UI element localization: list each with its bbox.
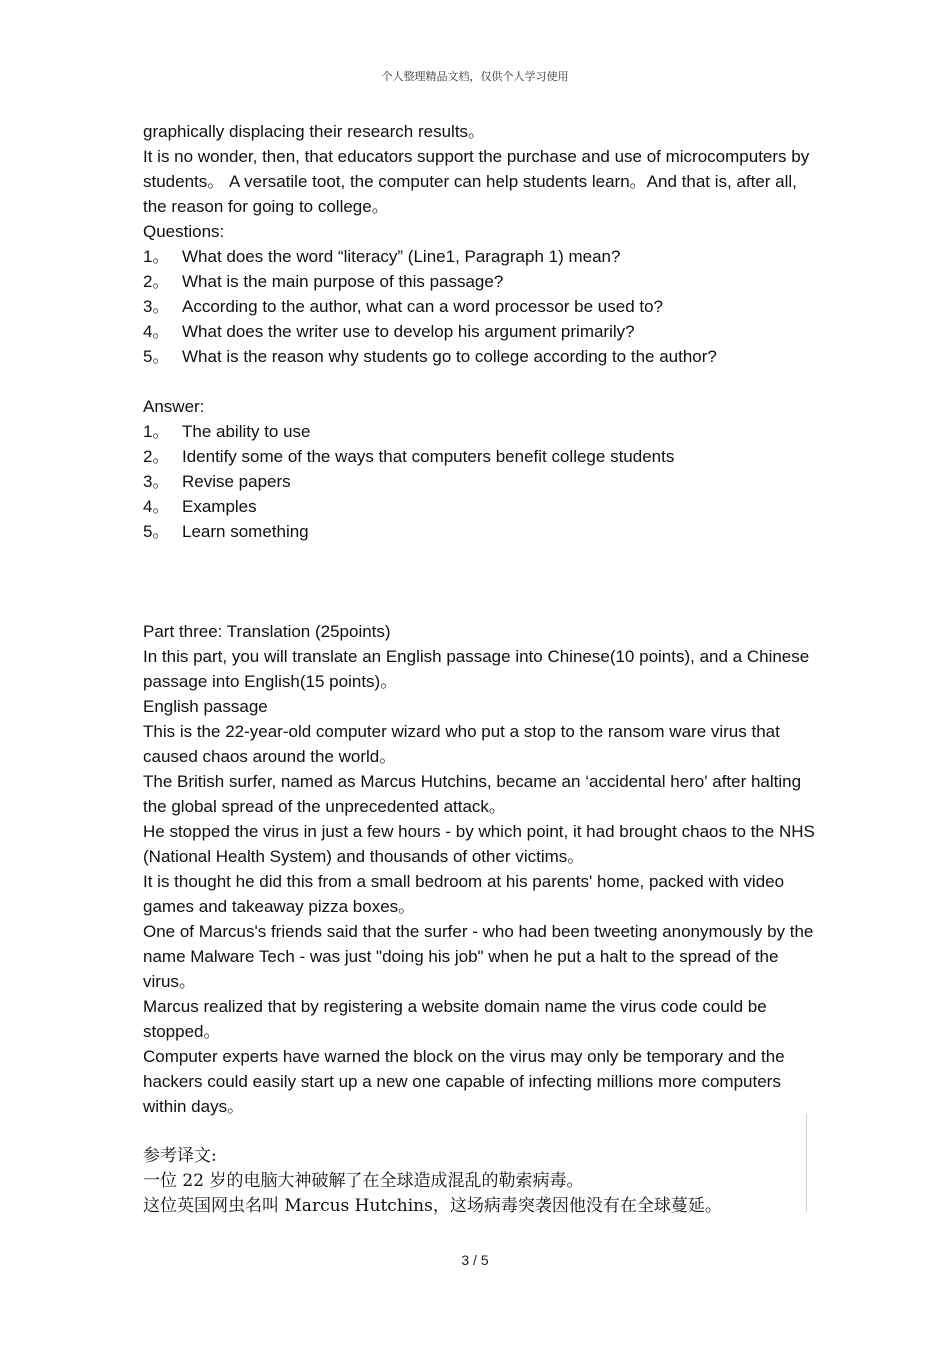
question-number: 3。 (143, 297, 170, 316)
question-number: 5。 (143, 347, 170, 366)
passage-paragraph: Marcus realized that by registering a website domain name the virus code could be stopped。 (143, 997, 767, 1041)
passage-paragraph: He stopped the virus in just a few hours - by which point, it had brought chaos to the NHS (National Health System) and thousands of other victims。 (143, 822, 815, 866)
question-text: What does the writer use to develop his argument primarily? (182, 322, 635, 341)
answer-number: 2。 (143, 447, 170, 466)
answer-text: Identify some of the ways that computers benefit college students (182, 447, 675, 466)
reference-line: 这位英国网虫名叫 Marcus Hutchins，这场病毒突袭因他没有在全球蔓延。 (143, 1196, 722, 1216)
intro-paragraph: It is no wonder, then, that educators support the purchase and use of microcomputers by students。 A versatile toot, the computer can help students learn。And that is, after all, the reason for going to college。 (143, 147, 810, 216)
answer-text: The ability to use (182, 422, 311, 441)
section-title: Part three: Translation (25points) (143, 622, 391, 641)
answer-item (143, 494, 823, 519)
question-item (143, 319, 823, 344)
question-text: What is the main purpose of this passage? (182, 272, 504, 291)
page-header: 个人整理精品文档，仅供个人学习使用 (381, 70, 569, 83)
spacer (143, 544, 823, 619)
passage-paragraph: Computer experts have warned the block on the virus may only be temporary and the hackers could easily start up a new one capable of infecting millions more computers within days。 (143, 1047, 785, 1116)
answer-text: Revise papers (182, 472, 291, 491)
answer-number: 3。 (143, 472, 170, 491)
answer-item (143, 419, 823, 444)
reference-line: 一位 22 岁的电脑大神破解了在全球造成混乱的勒索病毒。 (143, 1171, 584, 1191)
intro-paragraph: graphically displacing their research results。 (143, 122, 486, 141)
answer-number: 1。 (143, 422, 170, 441)
answers-heading: Answer: (143, 397, 205, 416)
passage-paragraph: It is thought he did this from a small bedroom at his parents' home, packed with video games and takeaway pizza boxes。 (143, 872, 785, 916)
passage-paragraph: This is the 22-year-old computer wizard who put a stop to the ransom ware virus that caused chaos around the world。 (143, 722, 780, 766)
spacer (143, 369, 823, 394)
question-item (143, 269, 823, 294)
section-instructions: In this part, you will translate an English passage into Chinese(10 points), and a Chinese passage into English(15 points)。 (143, 647, 810, 691)
question-text: What is the reason why students go to college according to the author? (182, 347, 717, 366)
question-number: 4。 (143, 322, 170, 341)
answer-item (143, 444, 823, 469)
answer-text: Learn something (182, 522, 309, 541)
question-number: 1。 (143, 247, 170, 266)
question-item (143, 344, 823, 369)
question-number: 2。 (143, 272, 170, 291)
question-text: According to the author, what can a word processor be used to? (182, 297, 664, 316)
question-text: What does the word “literacy” (Line1, Paragraph 1) mean? (182, 247, 621, 266)
reference-label: 参考译文: (143, 1146, 217, 1166)
answer-item (143, 519, 823, 544)
question-item (143, 244, 823, 269)
question-item (143, 294, 823, 319)
answer-number: 4。 (143, 497, 170, 516)
passage-paragraph: The British surfer, named as Marcus Hutchins, became an ‘accidental hero' after halting the global spread of the unprecedented attack。 (143, 772, 802, 816)
passage-paragraph: One of Marcus's friends said that the surfer - who had been tweeting anonymously by the name Malware Tech - was just "doing his job" when he put a halt to the spread of the virus。 (143, 922, 814, 991)
questions-heading: Questions: (143, 222, 225, 241)
passage-label: English passage (143, 697, 268, 716)
answer-text: Examples (182, 497, 257, 516)
page-number: 3 / 5 (461, 1252, 489, 1268)
answer-number: 5。 (143, 522, 170, 541)
answer-item (143, 469, 823, 494)
spacer (143, 1119, 823, 1144)
document-body (143, 119, 823, 1219)
margin-rule (806, 1114, 807, 1212)
